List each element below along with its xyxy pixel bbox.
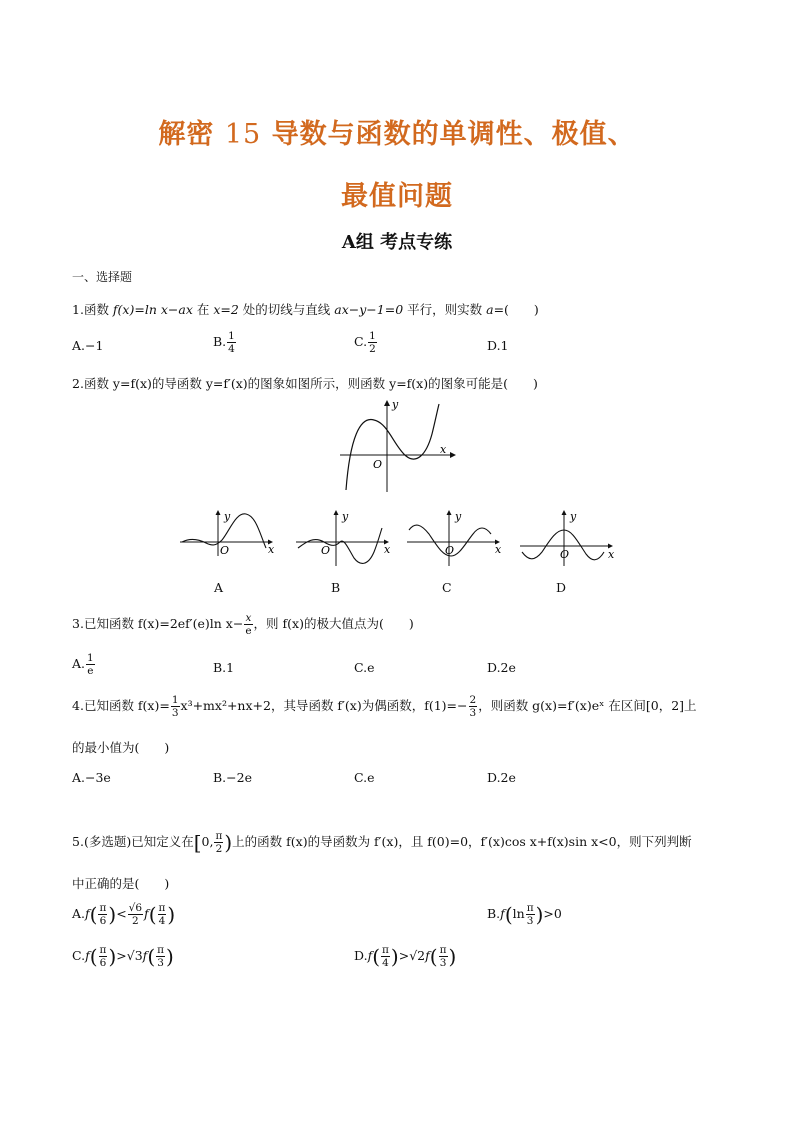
q5-bracket-right: ): [224, 830, 233, 855]
y-label: y: [392, 398, 399, 411]
q3-frac-num: x: [245, 612, 252, 624]
q5-option-b[interactable]: [487, 902, 562, 927]
q3-option-d[interactable]: D.2e: [487, 660, 516, 675]
question-4: [72, 694, 697, 719]
q5-a-coef-den: 2: [132, 915, 139, 927]
q4-number: 4.: [72, 698, 84, 713]
q1-cond: x=2: [213, 302, 239, 317]
paren-close: ): [167, 902, 176, 927]
q1-option-c[interactable]: [354, 330, 378, 355]
origin-label: O: [220, 544, 230, 557]
q4-option-c[interactable]: C.e: [354, 770, 375, 785]
q3-a-prefix: A.: [72, 656, 86, 671]
graph-label-c: C: [442, 580, 452, 595]
title-prefix: 解密: [158, 119, 215, 150]
q4-f2-num: 2: [469, 694, 477, 706]
x-label: x: [384, 543, 391, 556]
q1-text-a: 函数: [83, 302, 113, 317]
q5-b-frac: [526, 902, 535, 927]
q3-option-a[interactable]: [72, 652, 96, 677]
q1-func: f(x)=ln x−ax: [112, 302, 193, 317]
section-heading: 一、选择题: [72, 270, 133, 284]
q4-f1-den: 3: [171, 707, 179, 719]
q5-b-ln: ln: [512, 906, 525, 921]
q4-fraction-2: [469, 694, 478, 719]
q5-c-den1: 6: [99, 957, 107, 969]
q5-c-f: f: [85, 948, 90, 963]
paren-open: (: [89, 944, 98, 969]
q3-a-num: 1: [87, 652, 94, 664]
x-label: x: [495, 543, 502, 556]
q5-a-den2: 4: [158, 915, 166, 927]
curve-b: [298, 528, 382, 563]
q5-b-rel: >0: [543, 906, 562, 921]
derivative-curve: [346, 404, 439, 490]
q5-b-num: π: [526, 902, 534, 914]
q4-text-c: ，则函数 g(x)=f′(x)eˣ 在区间[0，2]上: [478, 698, 697, 713]
question-2: [72, 374, 538, 392]
q5-d-num1: π: [382, 944, 389, 956]
q5-d-f2: f: [425, 948, 430, 963]
q1-text-c: 处的切线与直线: [238, 302, 335, 317]
graph-option-c[interactable]: [405, 508, 507, 568]
q5-c-label: C.: [72, 948, 86, 963]
q5-d-label: D.: [354, 948, 368, 963]
q1-option-b[interactable]: [213, 330, 237, 355]
q4-option-d[interactable]: D.2e: [487, 770, 516, 785]
q1-b-den: 4: [228, 343, 235, 355]
q5-number: 5.: [72, 834, 84, 849]
q5-a-frac1: [98, 902, 107, 927]
q5-c-frac1: [99, 944, 108, 969]
q2-number: 2.: [72, 376, 84, 391]
q5-d-den1: 4: [382, 957, 389, 969]
q5-option-c[interactable]: [72, 944, 174, 969]
q3-number: 3.: [72, 616, 84, 631]
q3-fraction: [244, 612, 252, 637]
origin-label: O: [560, 548, 570, 561]
paren-open: (: [148, 902, 157, 927]
q1-line: ax−y−1=0: [334, 302, 404, 317]
q5-b-f: f: [500, 906, 505, 921]
q5-c-f2: f: [142, 948, 148, 963]
q5-text-b: 上的函数 f(x)的导函数为 f′(x)，且 f(0)=0，f′(x)cos x+f(x)sin x<0，则下列判断: [232, 834, 692, 849]
q5-line2: 中正确的是( ): [72, 876, 170, 891]
paren-close: ): [108, 902, 117, 927]
q5-c-num1: π: [99, 944, 107, 956]
q5-d-num2: π: [439, 944, 447, 956]
paren-open: (: [147, 944, 156, 969]
q5-interval-den: 2: [215, 843, 223, 855]
q5-bracket-left: [: [193, 830, 202, 855]
q4-f1-num: 1: [171, 694, 179, 706]
q5-text-a: (多选题)已知定义在: [83, 834, 194, 849]
q5-c-frac2: [156, 944, 165, 969]
q5-a-num1: π: [99, 902, 107, 914]
x-label: x: [608, 548, 615, 561]
q5-b-label: B.: [487, 906, 501, 921]
q4-text-a: 已知函数 f(x)=: [83, 698, 170, 713]
q3-option-c[interactable]: C.e: [354, 660, 375, 675]
q3-frac-den: e: [245, 625, 252, 637]
q5-b-den: 3: [526, 915, 534, 927]
q1-number: 1.: [72, 302, 84, 317]
q1-b-prefix: B.: [213, 334, 227, 349]
paren-close: ): [108, 944, 117, 969]
y-label: y: [570, 510, 577, 523]
y-axis-arrow: [447, 510, 452, 515]
q4-fraction-1: [171, 694, 180, 719]
q5-d-rel: >√2: [398, 948, 426, 963]
paren-close: ): [166, 944, 174, 969]
q5-c-rel: >√3: [116, 948, 143, 963]
x-axis-arrow: [450, 452, 456, 458]
graph-label-a: A: [214, 580, 224, 595]
q5-d-f: f: [367, 948, 373, 963]
q1-option-d[interactable]: D.1: [487, 338, 509, 353]
q3-option-b[interactable]: B.1: [213, 660, 235, 675]
paren-open: (: [372, 944, 381, 969]
q4-line2: 的最小值为( ): [72, 740, 170, 755]
paren-open: (: [429, 944, 438, 969]
graph-option-a[interactable]: [178, 508, 280, 558]
q5-a-num2: π: [158, 902, 166, 914]
paren-open: (: [504, 902, 513, 927]
origin-label: O: [445, 544, 455, 557]
q5-d-frac1: [381, 944, 390, 969]
graph-label-b: B: [331, 580, 341, 595]
q3-text-b: ，则 f(x)的极大值点为( ): [253, 616, 414, 631]
paren-close: ): [535, 902, 544, 927]
q5-a-coef: [128, 902, 143, 927]
q5-a-coef-num: √6: [128, 902, 143, 914]
x-label: x: [268, 543, 275, 556]
paren-open: (: [89, 902, 98, 927]
paren-close: ): [390, 944, 399, 969]
q1-text-e: =( ): [493, 302, 539, 317]
graph-label-d: D: [556, 580, 567, 595]
question-3: [72, 612, 414, 637]
q4-text-b: x³+mx²+nx+2，其导函数 f′(x)为偶函数，f(1)=−: [180, 698, 468, 713]
q5-d-frac2: [439, 944, 448, 969]
y-label: y: [224, 510, 231, 523]
q3-text-a: 已知函数 f(x)=2ef′(e)ln x−: [83, 616, 244, 631]
q1-text-b: 在: [192, 302, 214, 317]
derivative-graph: [338, 398, 458, 494]
origin-label: O: [321, 544, 331, 557]
q1-option-a[interactable]: A.−1: [72, 338, 104, 353]
q5-a-frac2: [158, 902, 167, 927]
y-label: y: [455, 510, 462, 523]
y-axis-arrow: [384, 400, 390, 406]
q1-c-num: 1: [369, 330, 376, 342]
q4-option-a[interactable]: A.−3e: [72, 770, 111, 785]
q3-a-fraction: [86, 652, 95, 677]
question-5: [72, 830, 692, 855]
title-suffix: 导数与函数的单调性、极值、: [271, 119, 636, 150]
q2-text: 函数 y=f(x)的导函数 y=f′(x)的图象如图所示，则函数 y=f(x)的图象可能是( ): [83, 376, 538, 391]
q5-d-den2: 3: [439, 957, 447, 969]
page-title-line1: [0, 112, 794, 151]
q5-a-f: f: [85, 906, 90, 921]
q3-a-den: e: [87, 665, 94, 677]
q5-c-num2: π: [157, 944, 165, 956]
q5-c-den2: 3: [157, 957, 164, 969]
q1-text-d: 平行，则实数: [403, 302, 487, 317]
origin-label: O: [373, 458, 383, 471]
y-label: y: [342, 510, 349, 523]
q5-option-a[interactable]: [72, 902, 175, 927]
q5-option-d[interactable]: [354, 944, 456, 969]
y-axis-arrow: [562, 510, 567, 515]
y-axis-arrow: [216, 510, 221, 515]
q1-c-fraction: [368, 330, 377, 355]
x-label: x: [440, 443, 447, 456]
q5-a-den1: 6: [99, 915, 107, 927]
page-title-line2: 最值问题: [341, 181, 453, 212]
q1-b-fraction: [227, 330, 236, 355]
q4-option-b[interactable]: B.−2e: [213, 770, 252, 785]
q5-interval-num: π: [215, 830, 223, 842]
q5-a-rel: <: [116, 906, 127, 921]
question-1: [72, 300, 539, 318]
q1-c-den: 2: [369, 343, 376, 355]
q1-c-prefix: C.: [354, 334, 368, 349]
y-axis-arrow: [334, 510, 339, 515]
title-number: 15: [224, 119, 262, 150]
paren-close: ): [448, 944, 457, 969]
q1-b-num: 1: [228, 330, 235, 342]
q4-f2-den: 3: [469, 707, 477, 719]
graph-option-d[interactable]: [518, 508, 620, 568]
q5-interval-fraction: [214, 830, 223, 855]
q5-a-label: A.: [72, 906, 86, 921]
group-heading: A组 考点专练: [341, 232, 453, 253]
q1-var: a: [486, 302, 494, 317]
q5-a-f2: f: [144, 906, 149, 921]
graph-option-b[interactable]: [294, 508, 396, 568]
q5-interval-left: 0,: [201, 834, 214, 849]
